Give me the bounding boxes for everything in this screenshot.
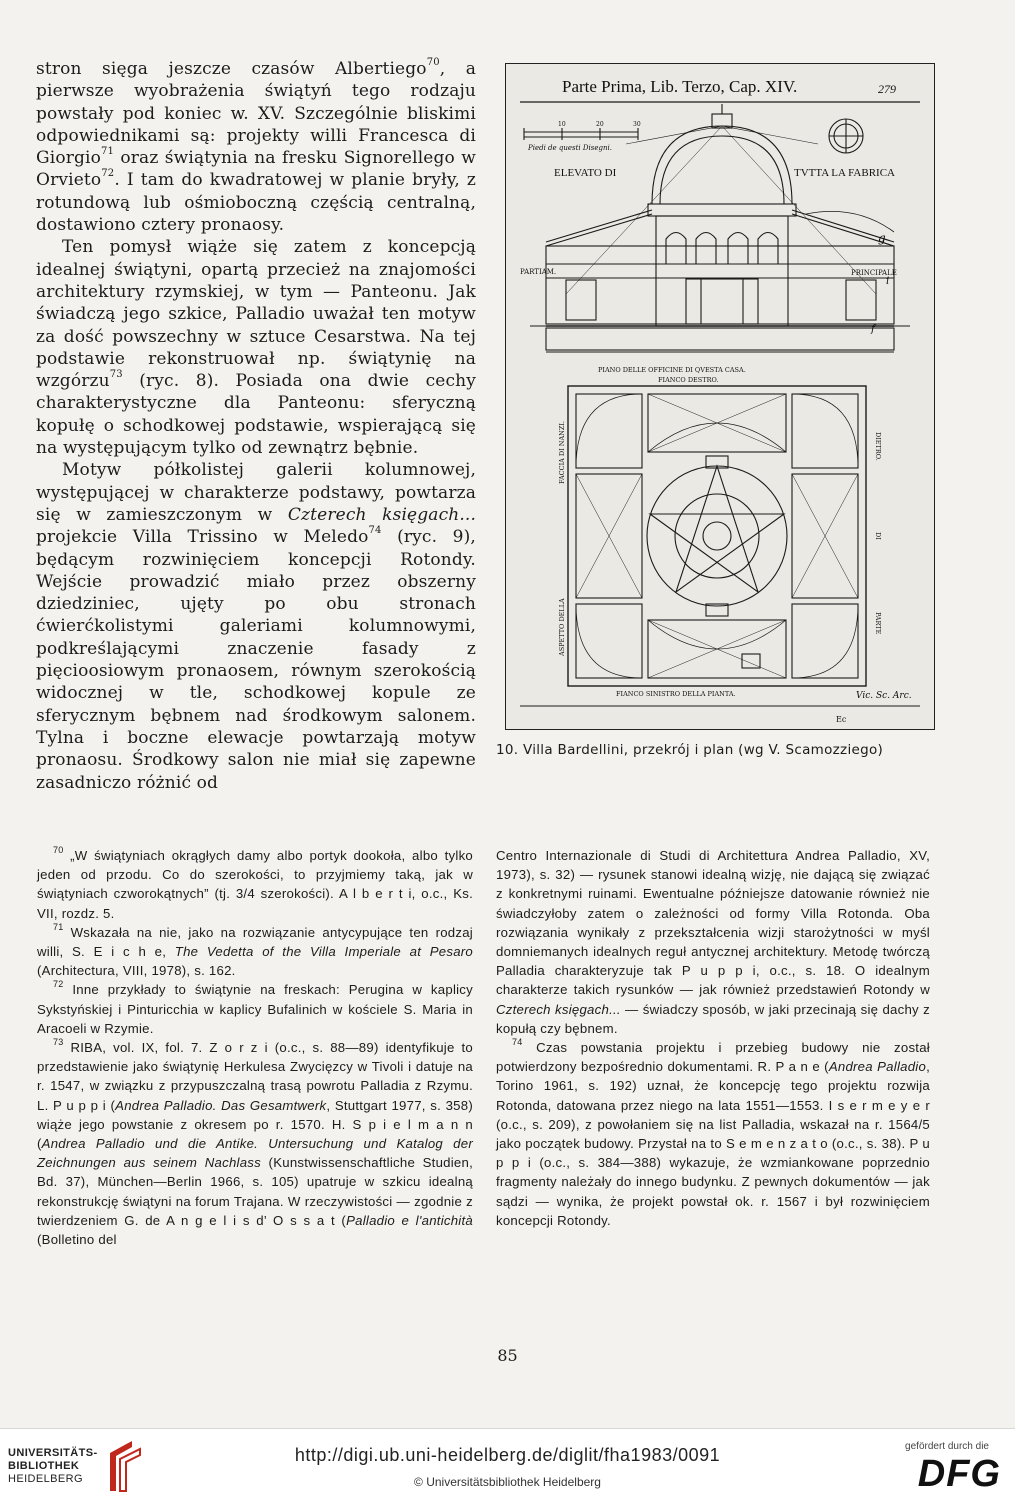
footnote-ref-71[interactable]: 71 [100,146,115,158]
text-run: (o.c., s. 38). [827,1136,910,1152]
footnote-71 [37,923,473,981]
text-run: , Stuttgart 1977, s. 358) wiąże jego powstanie z okresem po r. 1570. H. [37,1097,473,1132]
plan-label-bottom: FIANCO SINISTRO DELLA PIANTA. [616,690,736,698]
text-run: oraz świątynia na fresku Signorellego w Orvieto [36,148,476,191]
library-line: UNIVERSITÄTS- [8,1447,98,1459]
work-title: Czterech księgach... [496,1001,621,1017]
body-paragraph-2 [36,236,476,459]
body-paragraph-1 [36,58,476,236]
text-run: RIBA, vol. IX, fol. 7. [63,1040,210,1056]
figure-mark: Ec [836,715,847,724]
plan-label-left-bottom: ASPETTO DELLA [558,598,566,656]
text-run: stron sięga jeszcze czasów Albertiego [36,59,427,79]
body-paragraph-3 [36,459,476,793]
text-run: (o.c., s. 384—388) wykazuje, że wzmiankowane poprzednio fragmenty należały do innego budynku. Z pewnych dokumentów — jak sądzi — wynika, że projekt powstał ok. r. 1567 i był rozwinięciem koncepcji Rotondy. [496,1155,930,1228]
permalink-url[interactable]: http://digi.ub.uni-heidelberg.de/diglit/fha1983/0091 [294,1445,721,1465]
text-run: , [162,944,175,960]
author-name: P u p p i [681,963,756,979]
figure-villa-bardellini [505,63,935,730]
engraver-signature: Vic. Sc. Arc. [856,691,912,701]
footnote-70 [37,846,473,923]
author-name: I s e r m e y e r [828,1097,930,1113]
text-run: , o.c., Ks. VII, rozdz. 5. [37,886,473,921]
copyright-notice: © Universitätsbibliothek Heidelberg [414,1475,601,1489]
text-run: , a pierwsze wyobrażenia świątyń tego rodzaju powstały pod koniec w. XV. Szczególnie bliskimi odpowiednikami są: projekty willi Francesca di Giorgio [36,59,476,169]
author-name: S p i e l m a n n [352,1116,474,1132]
work-title: Andrea Palladio [828,1059,927,1075]
section-label-right: PRINCIPALE [851,269,897,277]
footnote-73 [37,1038,473,1249]
text-run: , o.c., s. 18. O idealnym charakterze takich rysunków — jak również przedstawień Rotondy w [496,963,930,998]
footnote-72 [37,980,473,1038]
work-title: Andrea Palladio und die Antike. Untersuchung und Katalog der Zeichnungen aus seinem Nachlass [37,1136,473,1171]
roof-lines [546,210,894,246]
section-label-left: PARTIAM. [520,268,557,276]
text-run: „W świątyniach okrągłych damy albo portyk dookoła, albo tylko jeden od przodu. Co do szerokości, to przyjmiemy taką, jak w świątyniach czworokątnych” (tj. 3/4 szerokości). [37,848,473,902]
elevation-label-right: TVTTA LA FABRICA [794,167,895,179]
letter-f: f [871,324,875,335]
section-body [530,216,910,352]
footnotes-right [496,846,930,1230]
scale-mark: 10 [558,121,566,128]
body-text-column [36,58,476,794]
plan-label-right-bottom: PARTE [874,612,882,635]
author-name: A n g e l i s d’ O s s a t [166,1212,335,1228]
text-run: ( [37,1136,42,1152]
text-run: Wskazała na nie, jako na rozwiązanie antycypujące ten rodzaj willi, S. [37,924,473,960]
library-line: HEIDELBERG [8,1473,83,1485]
footnote-number: 71 [53,921,64,932]
text-run: . I tam do kwadratowej w planie bryły, z rotundową lub ośmioboczną częścią centralną, dostawiono cztery pronaosy. [36,170,476,236]
plan-label-left-top: FACCIA DI NANZI. [558,421,566,484]
footnotes-left [37,846,473,1249]
author-name: P u p p i [496,1136,930,1171]
plate-header: Parte Prima, Lib. Terzo, Cap. XIV. [562,77,798,96]
plan-label-right-mid: DI [874,532,882,540]
text-run: (Architectura, VIII, 1978), s. 162. [37,963,236,979]
footnote-ref-70[interactable]: 70 [426,57,440,68]
text-run: (ryc. 8). Posiada ona dwie cechy charakterystyczne dla Panteonu: sferyczną kopułę o schodkowej podstawie, wspierającą się na występującym tylko od zewnątrz bębnie. [36,371,476,459]
plan-label-top: FIANCO DESTRO. [658,376,719,384]
plan-title: PIANO DELLE OFFICINE DI QVESTA CASA. [598,366,746,374]
text-run: — świadczy sposób, w jaki przecinają się dachy z kopułą czy bębnem. [496,1001,930,1036]
author-name: A l b e r t i [338,886,412,902]
viewer-footer [0,1428,1015,1502]
text-run: ( [105,1097,116,1113]
footnote-number: 74 [512,1037,523,1048]
text-run: Inne przykłady to świątynie na freskach: Perugina w kaplicy Sykstyńskiej i Pinturicchia w kaplicy Bufalinich w kościele S. Maria in Aracoeli w Rzymie. [37,982,473,1036]
work-title: Palladio e l'antichità [346,1212,473,1228]
figure-caption: 10. Villa Bardellini, przekrój i plan (wg V. Scamozziego) [496,742,884,758]
author-name: P a n e [775,1059,820,1075]
compass-rose [829,119,863,153]
dfg-logo[interactable]: DFG [917,1453,1001,1495]
footnote-number: 72 [53,979,64,990]
elevation-label-left: ELEVATO DI [554,167,617,179]
page-number: 85 [497,1346,518,1365]
footnote-number: 73 [53,1037,64,1048]
scale-mark: 20 [596,121,604,128]
footnote-ref-72[interactable]: 72 [101,168,115,180]
footnote-ref-73[interactable]: 73 [109,369,123,381]
text-run: (ryc. 9), będącym rozwinięciem koncepcji Rotondy. Wejście prowadzić miało przez obszerny dziedziniec, ujęty po obu stronach ćwierćkolistymi galeriami kolumnowymi, podkreślającymi znaczenie fasady z pięcioosiowym pronaosem, równym szerokością widocznej w tle, schodkowej kopule ze sferycznym bębnem nad środkowym salonem. Tylna i boczne elewacje powtarzają motyw pronaosu. Środkowy salon nie miał się zapewne zasadniczo różnić od [36,527,476,793]
text-run: Czas powstania projektu i przebieg budowy nie został potwierdzony bezpośrednio dokumentami. R. [496,1040,930,1075]
scale-label: Piedi de questi Disegni. [528,144,612,152]
letter-g: g [878,231,886,245]
library-line: BIBLIOTHEK [8,1460,80,1472]
footnote-74 [496,1038,930,1230]
letter-i: i [886,276,890,287]
book-title: Czterech księgach... [287,504,476,525]
work-title: Andrea Palladio. Das Gesamtwerk [115,1097,327,1113]
plan-drawing [568,386,866,686]
text-run: projekcie Villa Trissino w Meledo [36,527,369,548]
author-name: E i c h e [93,944,163,960]
text-run: Motyw półkolistej galerii kolumnowej, występującej w charakterze podstawy, powtarza się w zamieszczonym w [36,460,476,525]
text-run: (o.c., s. 88—89) identyfikuje to przedstawienie jako świątynię Herkulesa Zwycięzcy w Tivoli i datuje na r. 1547, w związku z przypuszczalną trasą powrotu Palladia z Rzymu. L. [37,1040,473,1113]
text-run: ( [819,1059,829,1075]
footnote-ref-74[interactable]: 74 [368,525,382,537]
text-run: Centro Internazionale di Studi di Architettura Andrea Palladio, XV, 1973), s. 32) — rysunek stanowi idealną wizję, nie dającą się związać z konkretnymi ruinami. Ewentualne późniejsze datowanie również nie świadczyłoby zatem o zależności od formy Villa Rotonda. Oba rozwiązania wynikały z przekształcenia wizji starożytności w myśl domniemanych idealnych reguł antycznej architektury. Metodę twórczą Palladia charakteryzuje tak [496,848,930,979]
scale-mark: 30 [633,121,641,128]
text-run: (Kunstwissenschaftliche Studien, Bd. 37), München—Berlin 1966, s. 105) upatruje w szkicu idealną rekonstrukcję świątyni na forum Trajana. W rzeczywistości — zgodnie z twierdzeniem G. de [37,1155,473,1228]
footnote-73-continued [496,846,930,1038]
text-run: (Bolletino del [37,1232,117,1248]
author-name: Z o r z i [209,1040,268,1056]
plate-page-ref: 279 [878,82,896,96]
work-title: The Vedetta of the Villa Imperiale at Pesaro [174,944,474,960]
footnote-number: 70 [53,845,64,855]
author-name: P u p p i [53,1097,106,1113]
text-run: Ten pomysł wiąże się zatem z koncepcją idealnej świątyni, opartą przecież na znajomości architektury rzymskiej, w tym — Panteonu. Jak świadczą jego szkice, Palladio uważał ten motyw za dość powszechny w sztuce Cesarstwa. Na tej podstawie rekonstruował np. świątynię na wzgórzu [36,237,476,392]
plan-label-right-top: DIETRO. [874,432,882,461]
author-name: S e m e n z a t o [726,1136,828,1152]
engraving-svg [506,64,934,729]
text-run: , Torino 1961, s. 192) uznał, że koncepcję tego projektu rozwija Rotonda, datowana przez niego na lata 1551—1553. [496,1059,930,1113]
scale-bar [524,121,641,152]
text-run: ( [334,1212,347,1228]
funding-note: gefördert durch die [905,1441,989,1452]
text-run: (o.c., s. 209), z powołaniem się na list Palladia, wskazał na r. 1564/5 jako początek budowy. Przystał na to [496,1116,930,1152]
